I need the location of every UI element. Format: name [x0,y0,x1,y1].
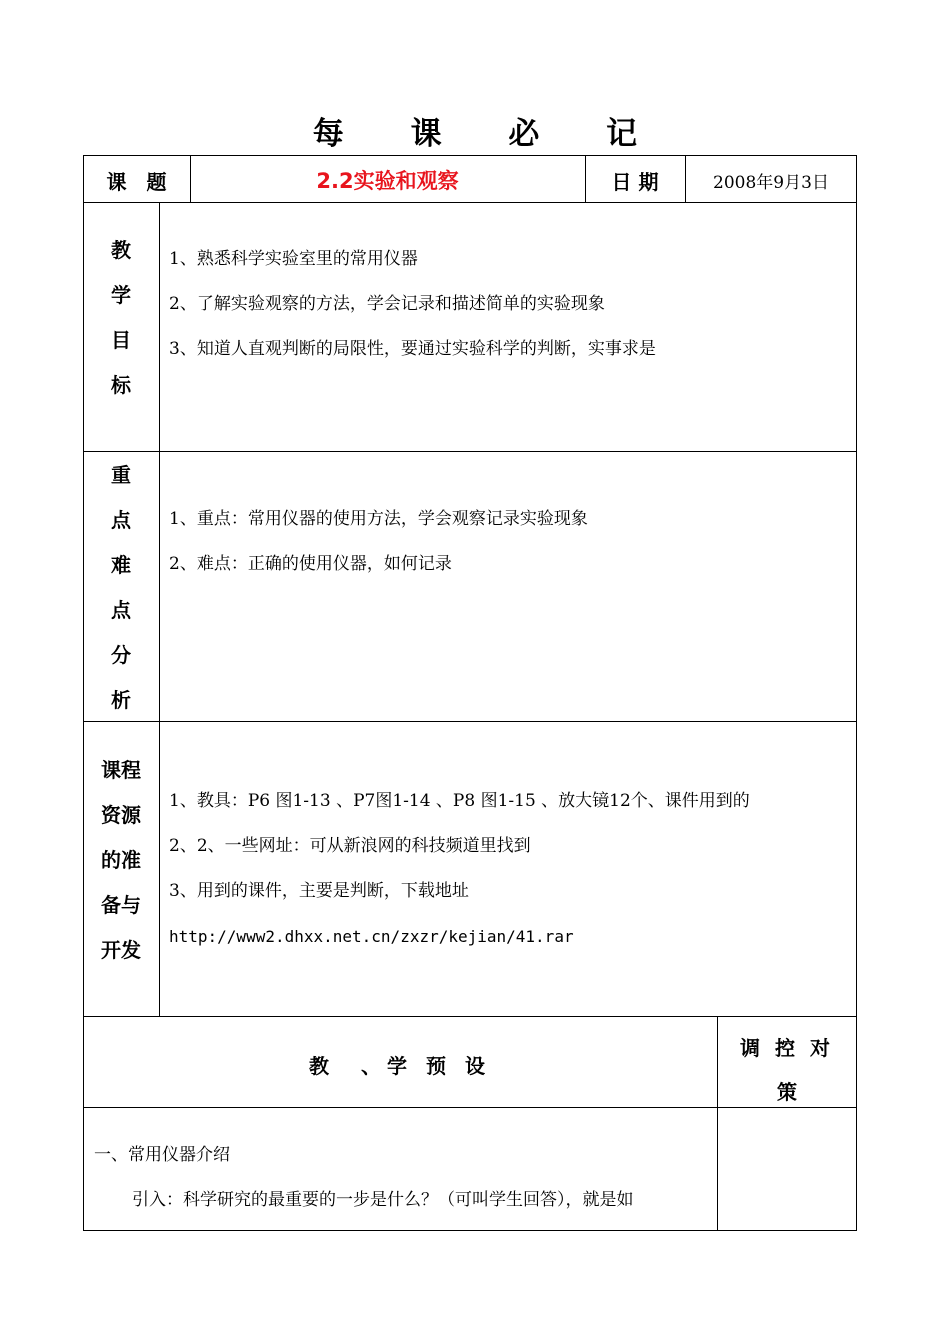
control-header: 调 控 对 策 [740,1036,834,1104]
objectives-label: 教 学 目 标 [111,238,131,397]
page-title: 每 课 必 记 [312,116,666,152]
list-item: 1、教具：P6 图1-13 、P7图1-14 、P8 图1-15 、放大镜12个、课件用到的 [169,791,750,811]
row-divider [83,202,857,203]
date-value: 2008年9月3日 [713,173,829,193]
objectives-list [169,237,656,372]
date-label: 日 期 [611,170,659,194]
row-divider [83,721,857,722]
list-item: 1、重点：常用仪器的使用方法，学会观察记录实验现象 [169,509,588,529]
row-divider [83,1016,857,1017]
topic-label: 课 题 [106,170,167,194]
section-intro: 引入：科学研究的最重要的一步是什么？（可叫学生回答），就是如 [132,1190,634,1210]
key-points-list [169,497,588,587]
topic-title: 2.2实验和观察 [316,169,459,193]
list-item: 2、了解实验观察的方法，学会记录和描述简单的实验现象 [169,294,605,314]
plan-header: 教 、学 预 设 [309,1054,491,1078]
key-points-label: 重 点 难 点 分 析 [111,463,131,712]
resources-list [169,779,750,959]
row-divider [83,451,857,452]
section-heading: 一、常用仪器介绍 [94,1145,230,1165]
plan-content [94,1133,634,1223]
col-divider [159,202,160,1016]
list-item: 2、2、一些网址：可从新浪网的科技频道里找到 [169,836,531,856]
list-item: 3、知道人直观判断的局限性，要通过实验科学的判断，实事求是 [169,339,656,359]
list-item: 2、难点：正确的使用仪器，如何记录 [169,554,452,574]
resource-url: http://www2.dhxx.net.cn/zxzr/kejian/41.rar [169,927,574,946]
list-item: 1、熟悉科学实验室里的常用仪器 [169,249,418,269]
list-item: 3、用到的课件，主要是判断，下载地址 [169,881,469,901]
resources-label: 课程 资源 的准 备与 开发 [101,758,141,962]
